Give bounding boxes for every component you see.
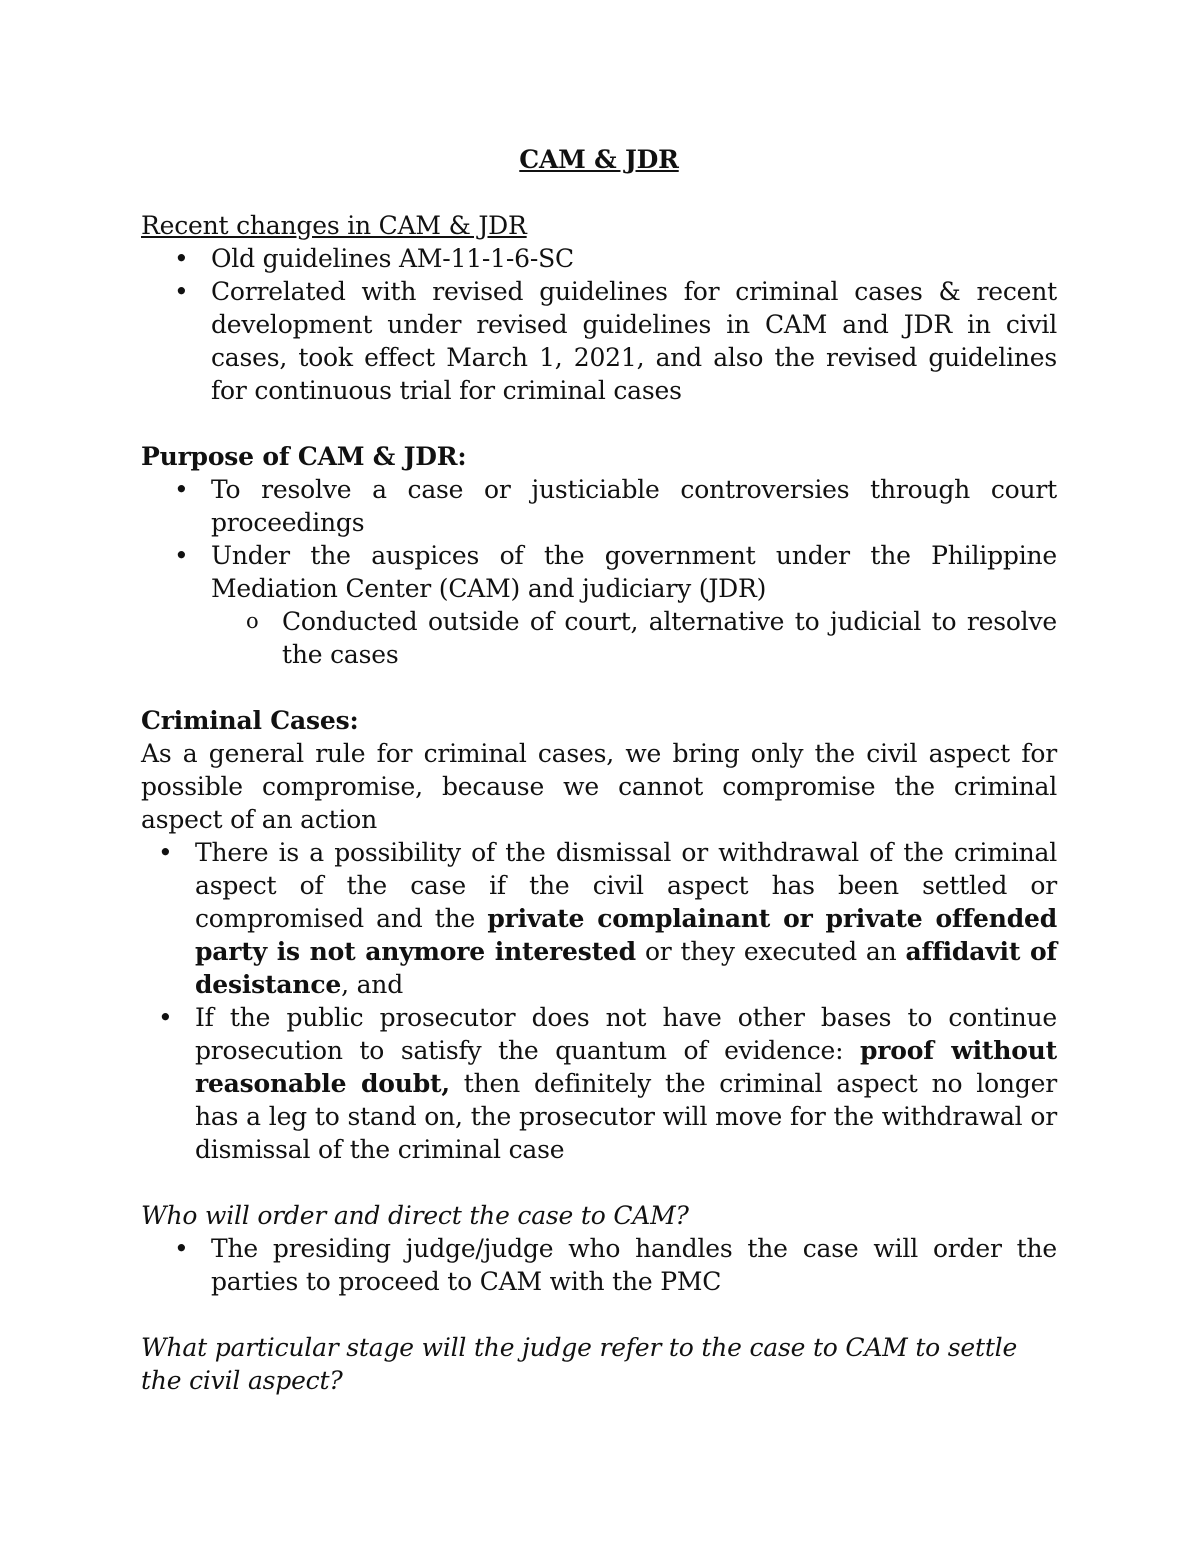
list-item: • There is a possibility of the dismissal or withdrawal of the criminal aspect of the case if the civil aspect has been settled or compromised and the private complainant or private offended party is not anymore interested or they executed an affidavit of desistance, and bbox=[158, 838, 1057, 999]
sub-list-item: o Conducted outside of court, alternative to judicial to resolve the cases bbox=[246, 607, 1057, 669]
purpose-heading: Purpose of CAM & JDR: bbox=[141, 442, 467, 471]
list-item: • Under the auspices of the government under the Philippine Mediation Center (CAM) and judiciary (JDR) bbox=[174, 541, 1057, 603]
document-title: CAM & JDR bbox=[519, 145, 679, 174]
list-item: • If the public prosecutor does not have other bases to continue prosecution to satisfy the quantum of evidence: proof without reasonable doubt, then definitely the criminal aspect no longer has a leg to stand on, the prosecutor will move for the withdrawal or dismissal of the criminal case bbox=[158, 1003, 1057, 1164]
circle-bullet-icon: o bbox=[246, 609, 259, 633]
bullet-icon: • bbox=[158, 838, 173, 867]
list-item: • Correlated with revised guidelines for criminal cases & recent development under revised guidelines in CAM and JDR in civil cases, took effect March 1, 2021, and also the revised guidelines for continuous trial for criminal cases bbox=[174, 277, 1057, 405]
document-body bbox=[141, 143, 1057, 1397]
question-who-orders: Who will order and direct the case to CAM? bbox=[141, 1201, 689, 1230]
bullet-icon: • bbox=[174, 1234, 189, 1263]
bullet-icon: • bbox=[174, 244, 189, 273]
recent-changes-heading: Recent changes in CAM & JDR bbox=[141, 211, 527, 240]
purpose-list bbox=[141, 473, 1057, 671]
list-item: • To resolve a case or justiciable controversies through court proceedings bbox=[174, 475, 1057, 537]
list-item: • The presiding judge/judge who handles the case will order the parties to proceed to CAM with the PMC bbox=[174, 1234, 1057, 1296]
answer-list bbox=[141, 1232, 1057, 1298]
list-item: • Old guidelines AM-11-1-6-SC bbox=[174, 244, 574, 273]
question-stage: What particular stage will the judge refer to the case to CAM to settle the civil aspect? bbox=[141, 1333, 1018, 1395]
bullet-icon: • bbox=[174, 541, 189, 570]
criminal-list bbox=[141, 836, 1057, 1166]
bullet-icon: • bbox=[174, 475, 189, 504]
recent-changes-list bbox=[141, 242, 1057, 407]
bullet-icon: • bbox=[174, 277, 189, 306]
criminal-cases-heading: Criminal Cases: bbox=[141, 706, 359, 735]
bullet-icon: • bbox=[158, 1003, 173, 1032]
criminal-intro: As a general rule for criminal cases, we bring only the civil aspect for possible compromise, because we cannot compromise the criminal aspect of an action bbox=[141, 739, 1057, 834]
